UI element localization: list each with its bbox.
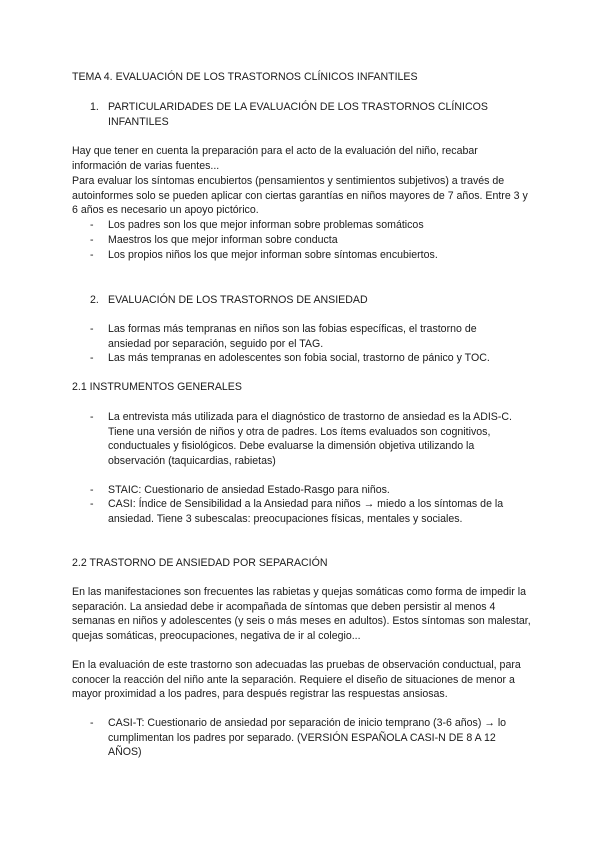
section-1-number: 1. bbox=[90, 101, 99, 113]
section-2-2-paragraph-2: En la evaluación de este trastorno son adecuadas las pruebas de observación conductual, para conocer la reacción del niño ante la separación. Requiere el diseño de situaciones de menor a mayor proximidad a los padres, para después registrar las respuestas ansiosas. bbox=[72, 659, 521, 700]
bullet-dash: - bbox=[90, 323, 94, 335]
list-item-text: CASI: Índice de Sensibilidad a la Ansiedad para niños → miedo a los síntomas de la ansiedad. Tiene 3 subescalas: preocupaciones físicas, mentales y sociales. bbox=[108, 498, 504, 525]
list-item-text: Los padres son los que mejor informan sobre problemas somáticos bbox=[108, 219, 424, 231]
bullet-dash: - bbox=[90, 352, 94, 364]
section-2-2-paragraph-1: En las manifestaciones son frecuentes las rabietas y quejas somáticas como forma de impedir la separación. La ansiedad debe ir acompañada de síntomas que deben persistir al menos 4 semanas en niños y adolescentes (y seis o más meses en adultos). Estos síntomas son malestar, quejas somáticas, preocupaciones, negativa de ir al colegio... bbox=[72, 586, 531, 642]
bullet-dash: - bbox=[90, 498, 94, 510]
section-2-title: EVALUACIÓN DE LOS TRASTORNOS DE ANSIEDAD bbox=[108, 294, 368, 306]
section-1-paragraph-2: Para evaluar los síntomas encubiertos (pensamientos y sentimientos subjetivos) a través de autoinformes solo se pueden aplicar con ciertas garantías en niños mayores de 7 años. Entre 3 y 6 años es necesario un apoyo pictórico. bbox=[72, 175, 528, 216]
list-item-text: Maestros los que mejor informan sobre conducta bbox=[108, 234, 338, 246]
list-item-text: CASI-T: Cuestionario de ansiedad por separación de inicio temprano (3-6 años) → lo cumplimentan los padres por separado. (VERSIÓN ESPAÑOLA CASI-N DE 8 A 12 AÑOS) bbox=[108, 717, 507, 758]
bullet-dash: - bbox=[90, 717, 94, 729]
document-title: TEMA 4. EVALUACIÓN DE LOS TRASTORNOS CLÍNICOS INFANTILES bbox=[72, 71, 418, 83]
section-2-2-heading: 2.2 TRASTORNO DE ANSIEDAD POR SEPARACIÓN bbox=[72, 557, 328, 569]
section-2-1-heading: 2.1 INSTRUMENTOS GENERALES bbox=[72, 381, 242, 393]
section-2-number: 2. bbox=[90, 294, 99, 306]
list-item-text: La entrevista más utilizada para el diagnóstico de trastorno de ansiedad es la ADIS-C. Tiene una versión de niños y otra de padres. Los ítems evaluados son cognitivos, conductuales y fisiológicos. Debe evaluarse la dimensión objetiva utilizando la observación (taquicardias, rabietas) bbox=[108, 411, 512, 467]
list-item-text: Los propios niños los que mejor informan sobre síntomas encubiertos. bbox=[108, 249, 438, 261]
list-item-text: Las formas más tempranas en niños son las fobias específicas, el trastorno de ansiedad por separación, seguido por el TAG. bbox=[108, 323, 477, 350]
bullet-dash: - bbox=[90, 484, 94, 496]
section-1-paragraph-1: Hay que tener en cuenta la preparación para el acto de la evaluación del niño, recabar información de varias fuentes... bbox=[72, 145, 478, 172]
bullet-dash: - bbox=[90, 219, 94, 231]
bullet-dash: - bbox=[90, 411, 94, 423]
bullet-dash: - bbox=[90, 249, 94, 261]
list-item-text: Las más tempranas en adolescentes son fobia social, trastorno de pánico y TOC. bbox=[108, 352, 490, 364]
bullet-dash: - bbox=[90, 234, 94, 246]
list-item-text: STAIC: Cuestionario de ansiedad Estado-Rasgo para niños. bbox=[108, 484, 390, 496]
section-1-title: PARTICULARIDADES DE LA EVALUACIÓN DE LOS TRASTORNOS CLÍNICOS INFANTILES bbox=[108, 101, 488, 128]
